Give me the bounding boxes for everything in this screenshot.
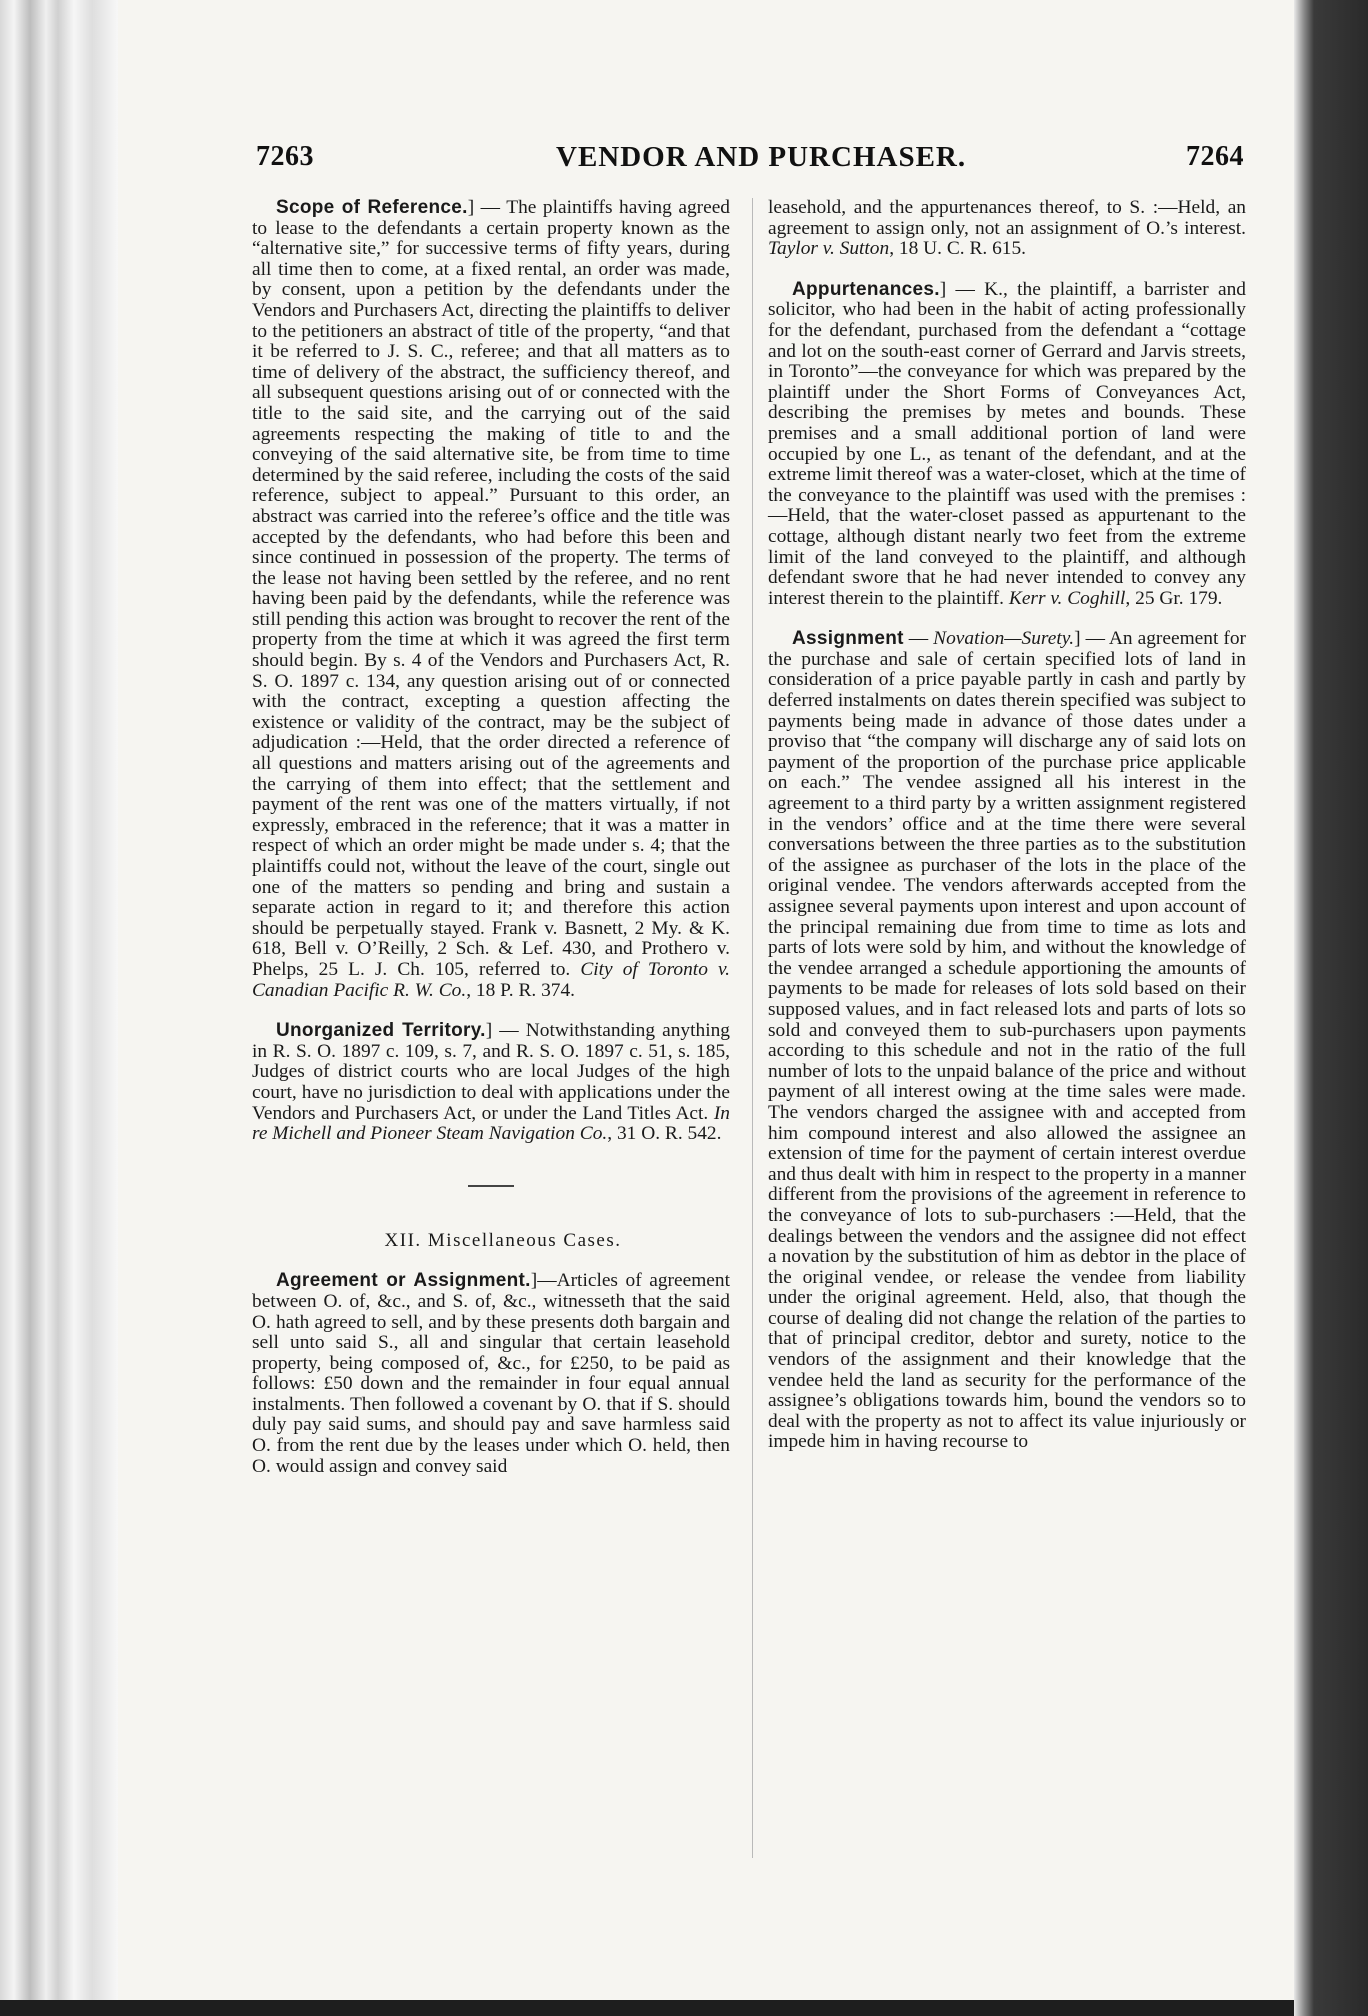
citation-reference: , 31 O. R. 542. bbox=[607, 1123, 722, 1145]
left-column bbox=[252, 198, 730, 1477]
paragraph-body: ] — An agreement for the purchase and sale of certain specified lots of land in consideration of a price payable partly in cash and partly by deferred instalments on dates therein specified was subject to payments being made in advance of those dates under a proviso that “the company will discharge any of said lots on payment of the proportion of the purchase price applicable on each.” The vendee assigned all his interest in the agreement to a third party by a written assignment registered in the vendors’ office and at the time there were several conversations between the three parties as to the substitution of the assignee as purchaser of the lots in the place of the original vendee. The vendors afterwards accepted from the assignee several payments upon interest and upon account of the principal remaining due from time to time as lots and parts of lots were sold by him, and without the knowledge of the vendee arranged a schedule apportioning the amounts of payments to be made for releases of lots sold based on their supposed values, and in fact released lots and parts of lots so sold and conveyed them to sub-purchasers upon payments according to this schedule and not in the ratio of the full number of lots to the unpaid balance of the price and without payment of all interest owing at the time sales were made. The vendors charged the assignee with and accepted from him compound interest and also allowed the assignee an extension of time for the payment of certain interest overdue and thus dealt with him in respect to the property in a manner different from the provisions of the agreement in reference to the conveyance of lots to sub-purchasers :—Held, that the dealings between the vendors and the assignee did not effect a novation by the substitution of him as debtor in the place of the original vendee, or release the vendee from liability under the original agreement. Held, also, that though the course of dealing did not change the relation of the parties to that of principal creditor, debtor and surety, notice to the vendors of the assignment and their knowledge that the vendee held the land as security for the performance of the assignee’s obligations towards him, bound the vendors so to deal with the property as not to affect its value injuriously or impede him in having recourse to bbox=[768, 628, 1246, 1453]
case-citation: Kerr v. Coghill bbox=[1008, 587, 1126, 609]
subheading-novation-surety: Novation—Surety. bbox=[933, 628, 1075, 650]
heading-assignment: Assignment bbox=[792, 628, 904, 650]
scan-bottom-border bbox=[0, 2000, 1294, 2016]
paragraph-body: ] — The plaintiffs having agreed to lease to the defendants a certain property known as the “alternative site,” for successive terms of fifty years, during all time then to come, at a fixed rental, an order was made, by consent, upon a petition by the defendants under the Vendors and Purchasers Act, directing the plaintiffs to deliver to the petitioners an abstract of title of the property, “and that it be referred to J. S. C., referee; and that all matters as to time of delivery of the abstract, the sufficiency thereof, and all subsequent questions arising out of or connected with the title to the said site, and the carrying out of the said agreements respecting the making of title to and the conveying of the said alternative site, be from time to time determined by the said referee, including the costs of the said reference, subject to appeal.” Pursuant to this order, an abstract was carried into the referee’s office and the title was accepted by the defendants, who had before this been and since continued in possession of the property. The terms of the lease not having been settled by the referee, and no rent having been paid by the defendants, while the reference was still pending this action was brought to recover the rent of the property from the time at which it was agreed the first term should begin. By s. 4 of the Vendors and Purchasers Act, R. S. O. 1897 c. 134, any question arising out of or connected with the contract, excepting a question affecting the existence or validity of the contract, may be the subject of adjudication :—Held, that the order directed a reference of all questions and matters arising out of the agreements and the carrying of them into effect; that the settlement and payment of the rent was one of the matters virtually, if not expressly, embraced in the reference; that it was a matter in respect of which an order might be made under s. 4; that the plaintiffs could not, without the leave of the court, single out one of the matters so pending and bring and sustain a separate action in regard to it; and therefore this action should be perpetually stayed. Frank v. Basnett, 2 My. & K. 618, Bell v. O’Reilly, 2 Sch. & Lef. 430, and Prothero v. Phelps, 25 L. J. Ch. 105, referred to. bbox=[252, 197, 730, 980]
citation-reference: , 25 Gr. 179. bbox=[1125, 587, 1223, 609]
column-divider bbox=[752, 198, 753, 1858]
paragraph-appurtenances bbox=[768, 280, 1246, 610]
left-page-number: 7263 bbox=[256, 141, 314, 172]
citation-reference: , 18 P. R. 374. bbox=[466, 979, 576, 1001]
case-citation: In re Michell and Pioneer Steam Navigation Co. bbox=[252, 1102, 730, 1145]
citation-reference: , 18 U. C. R. 615. bbox=[889, 238, 1027, 260]
paragraph-body: ] — K., the plaintiff, a barrister and solicitor, who had been in the habit of acting professionally for the defendant, purchased from the defendant a “cottage and lot on the south-east corner of Gerrard and Jarvis streets, in Toronto”—the conveyance for which was prepared by the plaintiff under the Short Forms of Conveyances Act, describing the premises by metes and bounds. These premises and a small additional portion of land were occupied by one L., as tenant of the defendant, and at the extreme limit thereof was a water-closet, which at the time of the conveyance to the plaintiff was used with the premises :—Held, that the water-closet passed as appurtenant to the cottage, although distant nearly two feet from the extreme limit of the land conveyed to the plaintiff, and although defendant swore that he had never intended to convey any interest therein to the plaintiff. bbox=[768, 278, 1246, 609]
paragraph-scope-of-reference bbox=[252, 198, 730, 1001]
paragraph-agreement-or-assignment bbox=[252, 1271, 730, 1477]
binding-gutter bbox=[0, 0, 118, 2000]
running-title: VENDOR AND PURCHASER. bbox=[556, 141, 967, 173]
paragraph-continuation bbox=[768, 198, 1246, 260]
case-citation: City of Toronto v. Canadian Pacific R. W. Co. bbox=[252, 958, 730, 1001]
heading-unorganized-territory: Unorganized Territory. bbox=[276, 1020, 486, 1042]
paragraph-body: ] — Notwithstanding anything in R. S. O. 1897 c. 109, s. 7, and R. S. O. 1897 c. 51, s. 185, Judges of district courts who are local Judges of the high court, have no jurisdiction to deal with applications under the Vendors and Purchasers Act, or under the Land Titles Act. bbox=[252, 1020, 730, 1124]
heading-appurtenances: Appurtenances. bbox=[792, 278, 940, 300]
paragraph-unorganized-territory bbox=[252, 1021, 730, 1145]
heading-agreement-or-assignment: Agreement or Assignment. bbox=[276, 1270, 531, 1292]
section-divider bbox=[468, 1185, 514, 1187]
right-column bbox=[768, 198, 1246, 1453]
case-citation: Taylor v. Sutton bbox=[768, 238, 890, 260]
paragraph-body: leasehold, and the appurtenances thereof, to S. :—Held, an agreement to assign only, not an assignment of O.’s interest. bbox=[768, 197, 1246, 239]
page-edge-shadow bbox=[1294, 0, 1368, 2016]
right-page-number: 7264 bbox=[1186, 141, 1244, 172]
heading-scope-of-reference: Scope of Reference. bbox=[276, 197, 468, 218]
paragraph-assignment: Assignment — Novation—Surety.] — An agreement for the purchase and sale of certain specified lots of land in consideration of a price payable partly in cash and partly by deferred instalments on dates therein specified was subject to payments being made in advance of those dates under a proviso that “the company will discharge any of said lots on payment of the proportion of the purchase price applicable on each.” The vendee assigned all his interest in the agreement to a third party by a written assignment registered in the vendors’ office and at the time there were several conversations between the three parties as to the substitution of the assignee as purchaser of the lots in the place of the original vendee. The vendors afterwards accepted from the assignee several payments upon interest and upon account of the principal remaining due from time to time as lots and parts of lots were sold by him, and without the knowledge of the vendee arranged a schedule apportioning the amounts of payments to be made for releases of lots sold based on their supposed values, and in fact released lots and parts of lots so sold and conveyed them to sub-purchasers upon payments according to this schedule and not in the ratio of the full number of lots to the unpaid balance of the price and without payment of all interest owing at the time sales were made. The vendors charged the assignee with and accepted from him compound interest and also allowed the assignee an extension of time for the payment of certain interest overdue and thus dealt with him in respect to the property in a manner different from the provisions of the agreement in reference to the conveyance of lots to sub-purchasers :—Held, that the dealings between the vendors and the assignee did not effect a novation by the substitution of him as debtor in the place of the original vendee, or release the vendee from liability under the original agreement. Held, also, that though the course of dealing did not change the relation of the parties to that of principal creditor, debtor and surety, notice to the vendors of the assignment and their knowledge that the vendee held the land as security for the performance of the assignee’s obligations towards him, bound the vendors so to deal with the property as not to affect its value injuriously or impede him in having recourse to bbox=[768, 628, 1246, 1453]
section-heading: XII. Miscellaneous Cases. bbox=[384, 1229, 622, 1251]
paragraph-body: ]—Articles of agreement between O. of, &c., and S. of, &c., witnesseth that the said O. hath agreed to sell, and by these presents doth bargain and sell unto said S., all and singular that certain leasehold property, being composed of, &c., for £250, to be paid as follows: £50 down and the remainder in four equal annual instalments. Then followed a covenant by O. that if S. should duly pay said sums, and should pay and save harmless said O. from the rent due by the leases under which O. held, then O. would assign and convey said bbox=[252, 1270, 730, 1477]
